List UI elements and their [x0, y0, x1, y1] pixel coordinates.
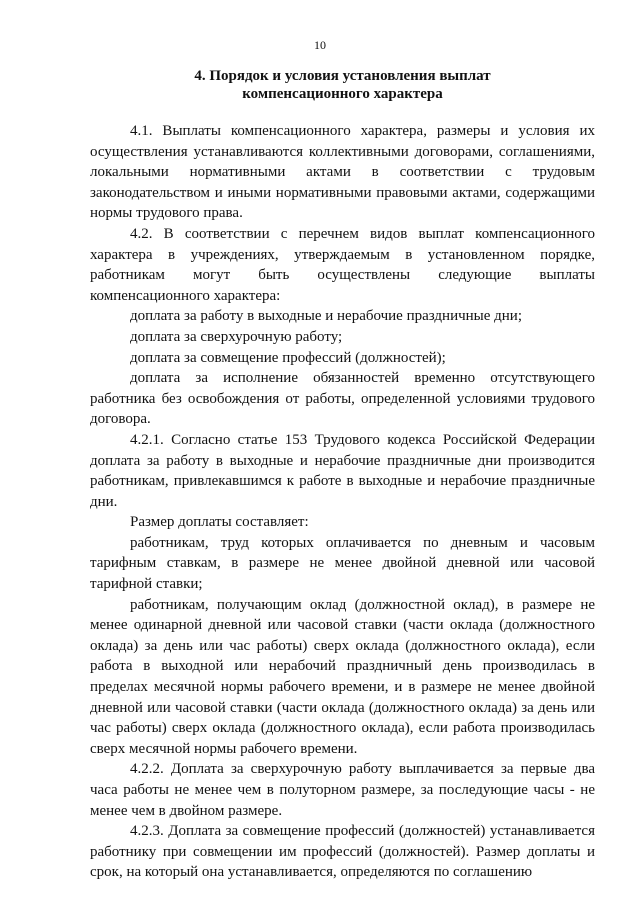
list-item-combined-positions-pay: доплата за совмещение профессий (должностей); — [130, 349, 446, 366]
list-item-substitute-pay: доплата за исполнение обязанностей временно отсутствующего работника без освобождения от работы, определенной условиями трудового договора. — [90, 370, 595, 428]
paragraph-salaried-workers: работникам, получающим оклад (должностной оклад), в размере не менее одинарной дневной или часовой ставки (части оклада (должностного оклада) за день или час работы) сверх оклада (должностного оклада), если работа в выходной или нерабочий праздничный день производилась в пределах месячной нормы рабочего времени, и в размере не менее двойной дневной или часовой ставки (части оклада (должностного оклада) за день или час работы) сверх оклада (должностного оклада), если работа производилась сверх месячной нормы рабочего времени. — [90, 596, 595, 757]
paragraph-4-2-1: 4.2.1. Согласно статье 153 Трудового кодекса Российской Федерации доплата за работу в выходные и нерабочие праздничные дни производится работникам, привлекавшимся к работе в выходные и нерабочие праздничные дни. — [90, 431, 595, 510]
paragraph-tariff-workers: работникам, труд которых оплачивается по дневным и часовым тарифным ставкам, в размере не менее двойной дневной или часовой тарифной ставки; — [90, 534, 595, 593]
paragraph-4-2-2: 4.2.2. Доплата за сверхурочную работу выплачивается за первые два часа работы не менее чем в полуторном размере, за последующие часы - не менее чем в двойном размере. — [90, 761, 595, 819]
section-heading — [90, 67, 595, 103]
page-number: 10 — [314, 38, 326, 52]
paragraph-4-2: 4.2. В соответствии с перечнем видов выплат компенсационного характера в учреждениях, утверждаемым в установленном порядке, работникам могут быть осуществлены следующие выплаты компенсационного характера: — [90, 225, 595, 304]
section-body — [90, 121, 595, 883]
paragraph-4-1: 4.1. Выплаты компенсационного характера, размеры и условия их осуществления устанавливаются коллективными договорами, соглашениями, локальными нормативными актами в соответствии с трудовым законодательством и иными нормативными правовыми актами, содержащими нормы трудового права. — [90, 123, 595, 222]
paragraph-pay-size: Размер доплаты составляет: — [130, 514, 309, 531]
list-item-overtime-pay: доплата за сверхурочную работу; — [130, 328, 343, 345]
list-item-weekend-pay: доплата за работу в выходные и нерабочие праздничные дни; — [130, 308, 523, 325]
section-heading-line-1: 4. Порядок и условия установления выплат — [194, 68, 491, 84]
section-heading-line-2: компенсационного характера — [242, 86, 443, 102]
paragraph-4-2-3: 4.2.3. Доплата за совмещение профессий (должностей) устанавливается работнику при совмещении им профессий (должностей). Размер доплаты и срок, на который она устанавливается, определяются по соглашению — [90, 823, 595, 881]
